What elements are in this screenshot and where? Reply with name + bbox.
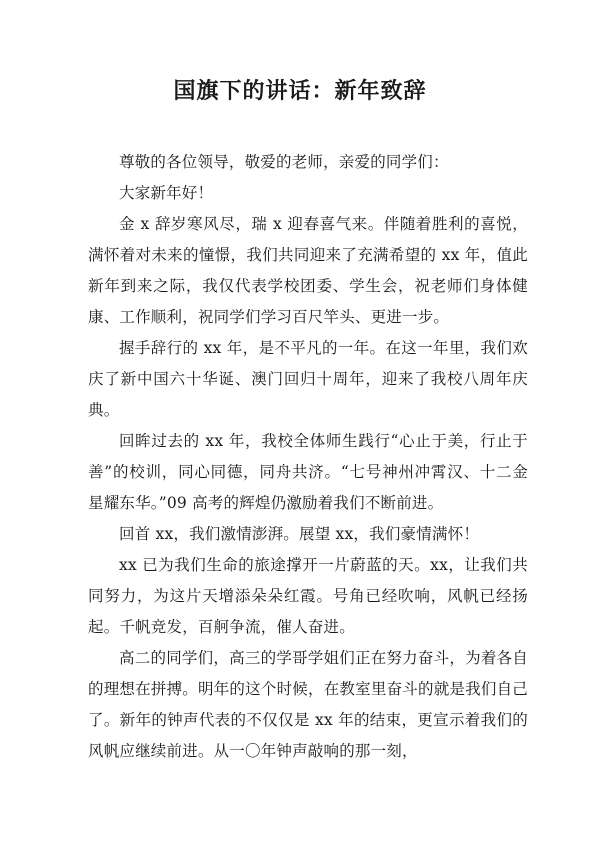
document-title: 国旗下的讲话：新年致辞 [173, 78, 427, 104]
paragraph-students: 高二的同学们，高三的学哥学姐们正在努力奋斗，为着各自的理想在拼搏。明年的这个时候，在教室里奋斗的就是我们自己了。新年的钟声代表的不仅仅是 xx 年的结束，更宣示着我们的风帆应继续前进。从一〇年钟声敲响的那一刻， [88, 649, 528, 760]
paragraph-greeting: 大家新年好！ [119, 184, 214, 202]
document-body [88, 147, 528, 767]
paragraph-school-motto: 回眸过去的 xx 年，我校全体师生践行“心止于美，行止于善”的校训，同心同德，同舟共济。“七号神州冲霄汉、十二金星耀东华。”09 高考的辉煌仍激励着我们不断前进。 [88, 432, 528, 512]
paragraph-sky: xx 已为我们生命的旅途撑开一片蔚蓝的天。xx，让我们共同努力，为这片天增添朵朵红霞。号角已经吹响，风帆已经扬起。千帆竞发，百舸争流，催人奋进。 [88, 556, 528, 636]
paragraph-salutation: 尊敬的各位领导，敬爱的老师，亲爱的同学们： [119, 153, 449, 171]
paragraph-look-back: 回首 xx，我们激情澎湃。展望 xx，我们豪情满怀！ [119, 525, 480, 543]
paragraph-past-year: 握手辞行的 xx 年，是不平凡的一年。在这一年里，我们欢庆了新中国六十华诞、澳门回归十周年，迎来了我校八周年庆典。 [88, 339, 528, 419]
paragraph-new-year-wishes: 金 x 辞岁寒风尽，瑞 x 迎春喜气来。伴随着胜利的喜悦，满怀着对未来的憧憬，我们共同迎来了充满希望的 xx 年，值此新年到来之际，我仅代表学校团委、学生会，祝老师们身体健康、工作顺利，祝同学们学习百尺竿头、更进一步。 [88, 215, 528, 326]
